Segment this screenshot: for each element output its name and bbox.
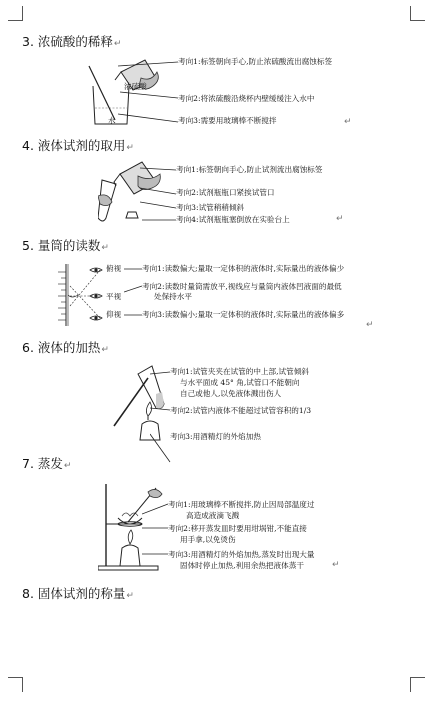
section-6-note-2: 考向2:试管内液体不能超过试管容积的1/3 bbox=[170, 406, 312, 415]
section-4-note-1: 考向1:标签朝向手心,防止试剂流出腐蚀标签 bbox=[176, 165, 323, 174]
label-water: 水 bbox=[108, 116, 116, 125]
paragraph-mark: ↵ bbox=[366, 320, 374, 330]
section-6-title: 6. 液体的加热 bbox=[22, 340, 101, 355]
section-heading-3 bbox=[22, 32, 121, 50]
section-heading-6 bbox=[22, 338, 109, 356]
section-8-title: 8. 固体试剂的称量 bbox=[22, 586, 126, 601]
crop-mark-top-left bbox=[8, 6, 23, 21]
section-5-note-1: 考向1:读数偏大;量取一定体积的液体时,实际量出的液体偏少 bbox=[142, 264, 345, 273]
section-heading-7 bbox=[22, 454, 71, 472]
paragraph-mark: ↵ bbox=[344, 117, 352, 127]
paragraph-mark: ↵ bbox=[336, 214, 344, 224]
section-5-title: 5. 量筒的读数 bbox=[22, 238, 101, 253]
section-5-note-2: 考向2:读数时量筒需放平,视线应与量筒内液体凹液面的最低 bbox=[142, 282, 342, 291]
paragraph-mark: ↵ bbox=[332, 560, 340, 570]
section-7-note-2: 考向2:移开蒸发皿时要用坩埚钳,不能直接 bbox=[168, 524, 307, 533]
section-5-note-2-cont: 处保持水平 bbox=[154, 292, 192, 301]
section-6-note-1-cont-a: 与水平面成 45° 角,试管口不能朝向 bbox=[180, 378, 300, 387]
section-5-note-3: 考向3:读数偏小;量取一定体积的液体时,实际量出的液体偏多 bbox=[142, 310, 345, 319]
section-7-note-2-cont: 用手拿,以免烫伤 bbox=[180, 535, 236, 544]
section-6-note-3: 考向3:用酒精灯的外焰加热 bbox=[170, 432, 261, 441]
section-3-note-1: 考向1:标签朝向手心,防止浓硫酸流出腐蚀标签 bbox=[178, 57, 333, 66]
liquid-leader-lines bbox=[140, 162, 178, 226]
reading-leader-lines bbox=[124, 264, 144, 320]
label-eye-level: 平视 bbox=[106, 292, 122, 301]
acid-leader-lines bbox=[118, 56, 180, 128]
section-3-note-2: 考向2:将浓硫酸沿烧杯内壁缓缓注入水中 bbox=[178, 94, 315, 103]
paragraph-mark: ↵ bbox=[63, 461, 72, 471]
section-6-note-1-cont-b: 自己或他人,以免液体溅出伤人 bbox=[180, 389, 282, 398]
section-heading-5 bbox=[22, 236, 109, 254]
section-heading-4 bbox=[22, 136, 134, 154]
section-4-title: 4. 液体试剂的取用 bbox=[22, 138, 126, 153]
paragraph-mark: ↵ bbox=[113, 39, 122, 49]
section-heading-8 bbox=[22, 584, 134, 602]
crop-mark-bottom-right bbox=[410, 677, 425, 692]
section-4-note-4: 考向4:试剂瓶瓶塞倒放在实验台上 bbox=[176, 215, 290, 224]
section-3-note-3: 考向3:需要用玻璃棒不断搅拌 bbox=[178, 116, 277, 125]
section-4-note-2: 考向2:试剂瓶瓶口紧挨试管口 bbox=[176, 188, 275, 197]
section-7-note-3: 考向3:用酒精灯的外焰加热,蒸发时出现大量 bbox=[168, 550, 315, 559]
evaporation-leader-lines bbox=[142, 500, 170, 558]
paragraph-mark: ↵ bbox=[101, 345, 109, 355]
section-7-title: 7. 蒸发 bbox=[22, 456, 63, 471]
crop-mark-top-right bbox=[410, 6, 425, 21]
label-look-down: 俯视 bbox=[106, 264, 122, 273]
label-look-up: 仰视 bbox=[106, 310, 122, 319]
section-7-note-3-cont: 固体时停止加热,利用余热把液体蒸干 bbox=[180, 561, 304, 570]
crop-mark-bottom-left bbox=[8, 677, 23, 692]
section-4-note-3: 考向3:试管稍稍倾斜 bbox=[176, 203, 245, 212]
label-concentrated-acid: 浓硫酸 bbox=[124, 82, 147, 91]
section-6-note-1: 考向1:试管夹夹在试管的中上部,试管倾斜 bbox=[170, 367, 309, 376]
section-3-title: 3. 浓硫酸的稀释 bbox=[22, 34, 113, 49]
heating-leader-lines bbox=[150, 368, 172, 464]
paragraph-mark: ↵ bbox=[126, 143, 134, 153]
paragraph-mark: ↵ bbox=[101, 243, 109, 253]
section-7-note-1-cont: 高造成液滴飞溅 bbox=[186, 511, 240, 520]
section-7-note-1: 考向1:用玻璃棒不断搅拌,防止因局部温度过 bbox=[168, 500, 315, 509]
paragraph-mark: ↵ bbox=[126, 591, 134, 601]
